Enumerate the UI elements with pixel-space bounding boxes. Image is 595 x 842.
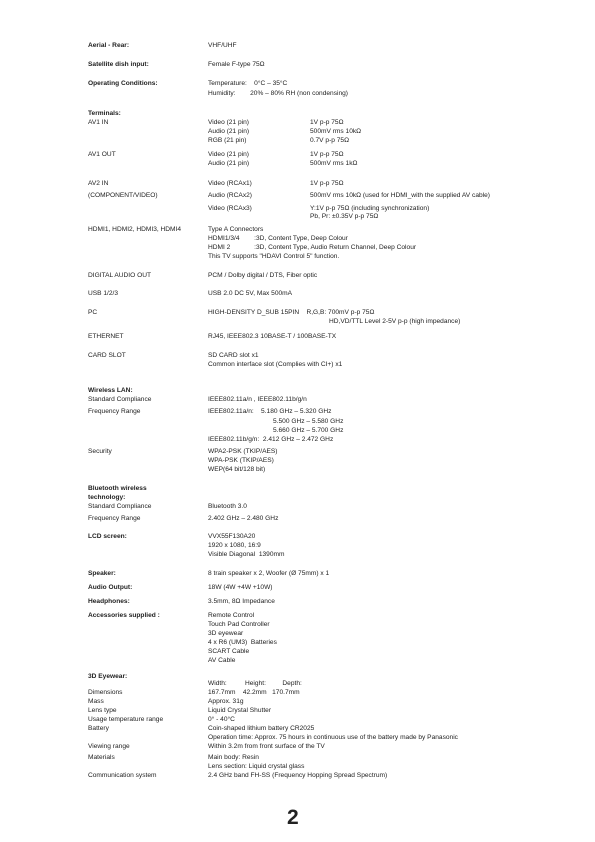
pc-line: HD,VD/TTL Level 2-5V p-p (high impedance) (329, 318, 461, 325)
audio-output-value: 18W (4W +4W +10W) (208, 584, 273, 591)
av1out-row-value: 500mV rms 1kΩ (310, 160, 358, 167)
bluetooth-frequency-value: 2.402 GHz – 2.480 GHz (208, 515, 279, 522)
usb-label: USB 1/2/3 (88, 290, 119, 297)
lcd-line: Visible Diagonal 1390mm (208, 551, 285, 558)
terminals-heading: Terminals: (88, 110, 121, 117)
av1in-row-value: 0.7V p-p 75Ω (310, 137, 350, 144)
card-slot-line: SD CARD slot x1 (208, 352, 259, 359)
av1in-row-value: 1V p-p 75Ω (310, 119, 344, 126)
headphones-value: 3.5mm, 8Ω Impedance (208, 598, 275, 605)
digital-audio-value: PCM / Dolby digital / DTS, Fiber optic (208, 272, 318, 279)
card-slot-line: Common interface slot (Complies with CI+) x1 (208, 361, 343, 368)
av1in-row-name: Audio (21 pin) (208, 128, 250, 135)
av1out-label: AV1 OUT (88, 151, 116, 158)
headphones-label: Headphones: (88, 598, 130, 605)
operating-temperature: Temperature: 0°C – 35°C (208, 80, 288, 87)
eyewear-row-name: Mass (88, 698, 104, 705)
av2in-row-value: Y:1V p-p 75Ω (including synchronization) (310, 205, 430, 212)
hdmi-line: This TV supports "HDAVI Control 5" function. (208, 253, 340, 260)
wlan-frequency-label: Frequency Range (88, 408, 141, 415)
wlan-frequency-line: 5.500 GHz – 5.580 GHz (273, 418, 344, 425)
communication-value: 2.4 GHz band FH-SS (Frequency Hopping Spread Spectrum) (208, 772, 388, 779)
lcd-line: VVX55F130A20 (208, 533, 256, 540)
speaker-label: Speaker: (88, 570, 116, 577)
page-number: 2 (287, 806, 299, 829)
accessory-item: SCART Cable (208, 648, 250, 655)
ethernet-label: ETHERNET (88, 333, 124, 340)
aerial-value: VHF/UHF (208, 42, 237, 49)
speaker-value: 8 train speaker x 2, Woofer (Ø 75mm) x 1 (208, 570, 330, 577)
eyewear-heading: 3D Eyewear: (88, 673, 128, 680)
wlan-frequency-line: IEEE802.11b/g/n: 2.412 GHz – 2.472 GHz (208, 436, 334, 443)
eyewear-row-name: Battery (88, 725, 109, 732)
materials-label: Materials (88, 754, 115, 761)
eyewear-row-name: Lens type (88, 707, 117, 714)
wlan-standard-value: IEEE802.11a/n , IEEE802.11b/g/n (208, 396, 307, 403)
accessory-item: Remote Control (208, 612, 255, 619)
av2in-row-value: 500mV rms 10kΩ (used for HDMI_with the supplied AV cable) (310, 192, 490, 199)
eyewear-dimension-header: Width: Height: Depth: (208, 680, 302, 687)
viewing-range-value: Within 3.2m from front surface of the TV (208, 743, 325, 750)
wlan-frequency-line: IEEE802.11a/n: 5.180 GHz – 5.320 GHz (208, 408, 332, 415)
security-label: Security (88, 448, 112, 455)
security-line: WPA-PSK (TKIP/AES) (208, 457, 274, 464)
eyewear-row-value: 0° - 40°C (208, 716, 235, 723)
battery-note: Operation time: Approx. 75 hours in continuous use of the battery made by Panasonic (208, 734, 458, 741)
accessory-item: Touch Pad Controller (208, 621, 270, 628)
hdmi-line: HDMI 2 :3D, Content Type, Audio Return Channel, Deep Colour (208, 244, 417, 251)
security-line: WEP(64 bit/128 bit) (208, 466, 266, 473)
av1in-row-name: Video (21 pin) (208, 119, 249, 126)
usb-value: USB 2.0 DC 5V, Max 500mA (208, 290, 293, 297)
av2in-row-name: Video (RCAx3) (208, 205, 252, 212)
satellite-label: Satellite dish input: (88, 61, 149, 68)
materials-line: Main body: Resin (208, 754, 259, 761)
operating-humidity: Humidity: 20% – 80% RH (non condensing) (208, 90, 349, 97)
hdmi-line: HDMI1/3/4 :3D, Content Type, Deep Colour (208, 235, 348, 242)
bluetooth-standard-label: Standard Compliance (88, 503, 152, 510)
eyewear-row-value: Coin-shaped lithium battery CR2025 (208, 725, 315, 732)
accessory-item: AV Cable (208, 657, 236, 664)
hdmi-line: Type A Connectors (208, 226, 264, 233)
av2in-row-value: 1V p-p 75Ω (310, 180, 344, 187)
av2in-row-name: Audio (RCAx2) (208, 192, 252, 199)
av1in-row-name: RGB (21 pin) (208, 137, 247, 144)
card-slot-label: CARD SLOT (88, 352, 126, 359)
eyewear-row-value: 167.7mm 42.2mm 170.7mm (208, 689, 300, 696)
hdmi-label: HDMI1, HDMI2, HDMI3, HDMI4 (88, 226, 182, 233)
wlan-standard-label: Standard Compliance (88, 396, 152, 403)
viewing-range-label: Viewing range (88, 743, 130, 750)
materials-line: Lens section: Liquid crystal glass (208, 763, 305, 770)
ethernet-value: RJ45, IEEE802.3 10BASE-T / 100BASE-TX (208, 333, 337, 340)
digital-audio-label: DIGITAL AUDIO OUT (88, 272, 152, 279)
eyewear-row-name: Dimensions (88, 689, 123, 696)
satellite-value: Female F-type 75Ω (208, 61, 265, 68)
av2in-label: AV2 IN (88, 180, 109, 187)
av1in-row-value: 500mV rms 10kΩ (310, 128, 362, 135)
av1out-row-name: Video (21 pin) (208, 151, 249, 158)
av2in-row-name: Video (RCAx1) (208, 180, 252, 187)
accessory-item: 3D eyewear (208, 630, 244, 637)
pc-line: HIGH-DENSITY D_SUB 15PIN R,G,B: 700mV p-p 75Ω (208, 309, 375, 316)
av1out-row-value: 1V p-p 75Ω (310, 151, 344, 158)
audio-output-label: Audio Output: (88, 584, 133, 591)
pc-label: PC (88, 309, 98, 316)
accessory-item: 4 x R6 (UM3) Batteries (208, 639, 277, 646)
communication-label: Communication system (88, 772, 157, 779)
bluetooth-heading: technology: (88, 494, 126, 501)
lcd-label: LCD screen: (88, 533, 127, 540)
bluetooth-frequency-label: Frequency Range (88, 515, 141, 522)
lcd-line: 1920 x 1080, 16:9 (208, 542, 261, 549)
aerial-label: Aerial - Rear: (88, 42, 130, 49)
av2in-extra: Pb, Pr: ±0.35V p-p 75Ω (310, 213, 379, 220)
accessories-label: Accessories supplied : (88, 612, 160, 619)
eyewear-row-value: Liquid Crystal Shutter (208, 707, 272, 714)
bluetooth-standard-value: Bluetooth 3.0 (208, 503, 247, 510)
security-line: WPA2-PSK (TKIP/AES) (208, 448, 278, 455)
operating-label: Operating Conditions: (88, 80, 158, 87)
eyewear-row-value: Approx. 31g (208, 698, 244, 705)
av2in-sublabel: (COMPONENT/VIDEO) (88, 192, 158, 199)
wlan-frequency-line: 5.660 GHz – 5.700 GHz (273, 427, 344, 434)
bluetooth-heading: Bluetooth wireless (88, 485, 147, 492)
wlan-heading: Wireless LAN: (88, 387, 133, 394)
av1out-row-name: Audio (21 pin) (208, 160, 250, 167)
eyewear-row-name: Usage temperature range (88, 716, 164, 723)
av1in-label: AV1 IN (88, 119, 109, 126)
